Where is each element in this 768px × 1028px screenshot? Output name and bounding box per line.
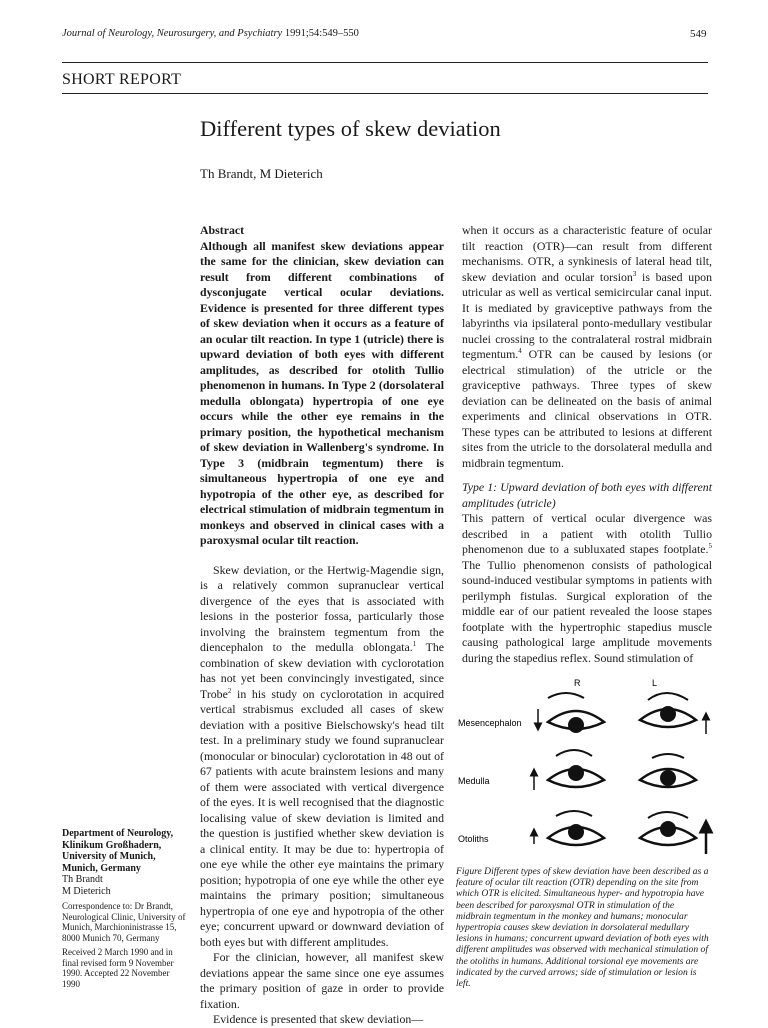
abstract-heading: Abstract bbox=[200, 223, 245, 237]
eye-icon bbox=[548, 750, 604, 787]
body-paragraph: For the clinician, however, all manifest skew deviations appear the same since one eye assumes the primary position of gaze in order to provide fixation. bbox=[200, 950, 444, 1011]
ref-marker: 1 bbox=[412, 640, 417, 649]
body-paragraph: This pattern of vertical ocular divergence was described in a patient with otolith Tullio phenomenon due to a subluxated stapes footplate.$^5$ The Tullio phenomenon consists of pathological sound-induced vestibular symptoms in patients with perilymph fistulas. Surgical exploration of the middle ear of our patient revealed the loose stapes footplate with the hypertrophic stapedius muscle causing pathological large amplitude movements during the stapedius reflex. Sound stimulation of bbox=[462, 511, 712, 665]
journal-volume: 1991;54:549–550 bbox=[284, 28, 359, 39]
ref-marker: 4 bbox=[518, 347, 522, 356]
eye-icon bbox=[640, 693, 696, 727]
subsection-heading: Type 1: Upward deviation of both eyes with different amplitudes (utricle) bbox=[462, 480, 712, 510]
ref-marker: 2 bbox=[227, 686, 232, 695]
section-rule bbox=[62, 93, 708, 94]
figure-caption: Figure Different types of skew deviation have been described as a feature of ocular tilt reaction (OTR) depending on the site from which OTR is elicited. Simultaneous hyper- and hypotropia have been described for paroxysmal OTR in stimulation of the midbrain tegmentum in the monkey and humans; monocular hypertropia causes skew deviation in dorsolateral medullary lesions in humans; concurrent upward deviation of both eyes with different amplitudes was observed with mechanical stimulation of the otoliths in humans. Additional torsional eye movements are indicated by the curved arrows; side of stimulation or lesion is left. bbox=[456, 866, 709, 990]
label-left-eye: L bbox=[652, 678, 658, 688]
skew-deviation-figure bbox=[456, 676, 718, 858]
body-paragraph: Evidence is presented that skew deviation— bbox=[213, 1012, 424, 1026]
page-number: 549 bbox=[690, 28, 707, 40]
affiliation-block bbox=[62, 828, 186, 989]
journal-citation bbox=[62, 28, 359, 39]
body-paragraph: Skew deviation, or the Hertwig-Magendie sign, is a relatively common supranuclear vertical divergence of the eyes that is associated with lesions in the posterior fossa, particularly those involving the brainstem tegmentum from the diencephalon to the medulla oblongata.$^1$ The combination of skew deviation with cyclorotation has not yet been convincingly investigated, since Trobe$^2$ in his study on cyclorotation in acquired vertical strabismus excluded all cases of skew deviation with a positive Bielschowsky's head tilt test. In a preliminary study we found supranuclear (monocular or binocular) cyclorotation in 48 out of 67 patients with acute brainstem lesions and many of them were associated with vertical divergence of the eyes. It is well recognised that the diagnostic localising value of skew deviation is limited and the question is justified whether skew deviation is a clinical entity. It may be due to: hypertropia of one eye while the other eye maintains the primary position; hypotropia of one eye while the other eye maintains the primary position; simultaneous hypertropia of one eye and hypotropia of the other eye; concurrent upward or downward deviation of both eyes but with different amplitudes. bbox=[200, 562, 444, 949]
article-title: Different types of skew deviation bbox=[200, 116, 501, 141]
eye-icon bbox=[640, 754, 696, 787]
received-dates: Received 2 March 1990 and in final revised form 9 November 1990. Accepted 22 November 1990 bbox=[62, 947, 174, 989]
author-name: M Dieterich bbox=[62, 885, 111, 897]
ref-marker: 3 bbox=[632, 269, 637, 278]
row-label-mesencephalon: Mesencephalon bbox=[458, 718, 522, 728]
section-label: SHORT REPORT bbox=[62, 71, 182, 88]
row-label-medulla: Medulla bbox=[458, 776, 490, 786]
eye-icon bbox=[640, 812, 696, 845]
eye-icon bbox=[548, 693, 604, 733]
body-paragraph: when it occurs as a characteristic feature of ocular tilt reaction (OTR)—can result from different mechanisms. OTR, a synkinesis of lateral head tilt, skew deviation and ocular torsion$^3$ is based upon utricular as well as vertical semicircular canal input. It is mediated by graviceptive pathways from the labyrinths via ipsilateral ponto-medullary vestibular nuclei crossing to the contralateral rostral midbrain tegmentum.$^4$ OTR can be caused by lesions (or electrical stimulation) of the utricle or the graviceptive pathways. Three types of skew deviation can be delineated on the basis of animal experiments and clinical observations in OTR. These types can be attributed to lesions at different sites from the utricle to the dorsolateral medulla and midbrain tegmentum. bbox=[462, 223, 712, 470]
correspondence: Correspondence to: Dr Brandt, Neurological Clinic, University of Munich, Marchioninistrasse 15, 8000 Munich 70, Germany bbox=[62, 901, 186, 943]
article-authors: Th Brandt, M Dieterich bbox=[200, 166, 323, 181]
journal-name: Journal of Neurology, Neurosurgery, and Psychiatry bbox=[62, 28, 283, 39]
ref-marker: 5 bbox=[708, 542, 712, 551]
row-label-otoliths: Otoliths bbox=[458, 834, 489, 844]
header-rule bbox=[62, 62, 708, 63]
author-name: Th Brandt bbox=[62, 874, 103, 885]
department: Department of Neurology, Klinikum Großhadern, University of Munich, Munich, Germany bbox=[62, 828, 174, 874]
abstract-body: Although all manifest skew deviations appear the same for the clinician, skew deviation can result from different combinations of dysconjugate vertical ocular deviations. Evidence is presented for three different types of skew deviation when it occurs as a feature of an ocular tilt reaction. In type 1 (utricle) there is upward deviation of both eyes with different amplitudes, as described for otolith Tullio phenomenon in humans. In Type 2 (dorsolateral medulla oblongata) hypertropia of one eye occurs while the other eye remains in the primary position, the hypothetical mechanism of skew deviation in Wallenberg's syndrome. In Type 3 (midbrain tegmentum) there is simultaneous hypertropia of one eye and hypotropia of the other eye, as described for electrical stimulation of midbrain tegmentum in monkeys and observed in clinical cases with a paroxysmal ocular tilt reaction. bbox=[200, 238, 444, 547]
eye-icon bbox=[548, 811, 604, 845]
left-column bbox=[200, 223, 444, 1028]
label-right-eye: R bbox=[574, 678, 581, 688]
right-column bbox=[462, 223, 712, 666]
